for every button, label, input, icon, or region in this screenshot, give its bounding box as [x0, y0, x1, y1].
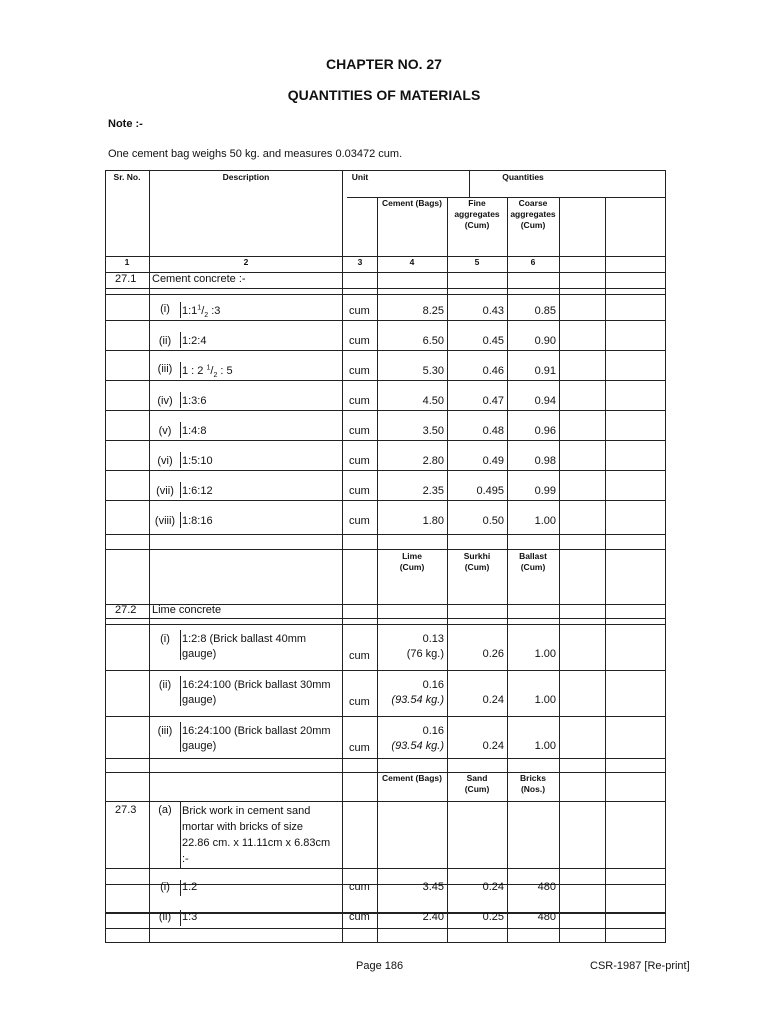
row-cement: 8.25 [422, 305, 444, 317]
row-description: 1:2:8 (Brick ballast 40mm [182, 633, 307, 645]
table-hline [105, 350, 666, 351]
table-vline [342, 170, 343, 943]
row-description: $1:1^1/_2$ :3 [182, 304, 221, 320]
row-unit: cum [349, 881, 370, 893]
header-sand [447, 773, 507, 795]
table-hline [105, 716, 666, 717]
row-description: gauge) [182, 740, 217, 752]
row-description: 1:2:4 [182, 335, 207, 347]
row-coarse: 0.85 [534, 305, 556, 317]
row-description: 1:3:6 [182, 395, 207, 407]
row-fine: 0.48 [482, 425, 504, 437]
header-fine-aggregates [447, 198, 507, 231]
header-quantities: Quantities [502, 172, 544, 182]
column-number-4: 4 [409, 257, 415, 267]
row-cement: 3.50 [422, 425, 444, 437]
row-fine: 0.495 [476, 485, 504, 497]
header-bricks-l1: Bricks [520, 773, 546, 783]
row-unit: cum [349, 485, 370, 497]
row-ballast: 1.00 [534, 740, 556, 752]
row-bricks: 480 [537, 911, 556, 923]
column-number-2: 2 [243, 257, 249, 267]
fraction-numerator: 1 [206, 364, 211, 372]
row-index: (v) [158, 425, 172, 437]
row-index: (i) [160, 881, 170, 893]
row-index-divider [180, 362, 181, 378]
row-unit: cum [349, 455, 370, 467]
header-unit: Unit [351, 172, 369, 182]
page-number: Page 186 [356, 960, 404, 972]
row-fine: 0.50 [482, 515, 504, 527]
header-sand-l1: Sand [466, 773, 488, 783]
ratio-part: :3 [208, 305, 221, 317]
table-hline [105, 440, 666, 441]
row-lime: 0.16 [422, 725, 444, 737]
row-unit: cum [349, 425, 370, 437]
table-hline [105, 288, 666, 289]
row-unit: cum [349, 365, 370, 377]
table-hline [105, 928, 666, 929]
header-fine-l3: (Cum) [464, 220, 490, 230]
row-lime: 0.13 [422, 633, 444, 645]
chapter-title: CHAPTER NO. 27 [326, 56, 442, 72]
row-coarse: 0.94 [534, 395, 556, 407]
row-ballast: 1.00 [534, 648, 556, 660]
row-index-divider [180, 630, 181, 660]
row-lime-weight: (93.54 kg.) [391, 694, 444, 706]
row-fine: 0.47 [482, 395, 504, 407]
row-index-divider [180, 332, 181, 348]
table-border-right [665, 170, 666, 943]
table-vline [605, 197, 606, 943]
header-surkhi-l1: Surkhi [463, 551, 491, 561]
row-index: (iii) [157, 725, 173, 737]
row-fine: 0.43 [482, 305, 504, 317]
row-index: (ii) [158, 335, 172, 347]
row-cement: 2.35 [422, 485, 444, 497]
header-sr-no: Sr. No. [113, 172, 141, 182]
header-ballast-l2: (Cum) [520, 562, 546, 572]
row-index: (i) [160, 303, 170, 315]
row-unit: cum [349, 696, 370, 708]
document-reference: CSR-1987 [Re-print] [590, 960, 690, 972]
table-border-bottom [105, 942, 666, 943]
row-surkhi: 0.24 [482, 694, 504, 706]
table-hline [105, 618, 666, 619]
column-number-1: 1 [124, 257, 130, 267]
row-description: 1:6:12 [182, 485, 213, 497]
row-lime-weight: (93.54 kg.) [391, 740, 444, 752]
row-ballast: 1.00 [534, 694, 556, 706]
section-number: 27.3 [115, 804, 137, 816]
table-hline [105, 380, 666, 381]
section-sub-index: (a) [158, 804, 172, 816]
header-fine-l2: aggregates [454, 209, 500, 219]
table-vline [149, 170, 150, 943]
ratio-part: 1:1 [182, 305, 198, 317]
header-lime-l2: (Cum) [399, 562, 425, 572]
description-line: 22.86 cm. x 11.11cm x 6.83cm [182, 837, 331, 849]
row-index-divider [180, 801, 181, 868]
row-cement: 2.80 [422, 455, 444, 467]
table-hline [105, 410, 666, 411]
row-cement: 1.80 [422, 515, 444, 527]
table-hline [105, 624, 666, 625]
table-vline [559, 197, 560, 943]
row-description: 1:8:16 [182, 515, 213, 527]
row-unit: cum [349, 335, 370, 347]
ratio-part: 1 : 2 [182, 365, 207, 377]
header-coarse-aggregates [507, 198, 559, 231]
row-index: (ii) [158, 911, 172, 923]
header-lime [377, 551, 447, 573]
row-index: (vii) [156, 485, 174, 497]
row-cement: 4.50 [422, 395, 444, 407]
row-unit: cum [349, 515, 370, 527]
header-coarse-l2: aggregates [510, 209, 556, 219]
row-coarse: 0.99 [534, 485, 556, 497]
row-index-divider [180, 722, 181, 752]
table-hline [105, 500, 666, 501]
row-cement: 3.45 [422, 881, 444, 893]
ratio-part: : 5 [217, 365, 233, 377]
fraction-numerator: 1 [197, 304, 202, 312]
header-coarse-l1: Coarse [518, 198, 548, 208]
row-coarse: 1.00 [534, 515, 556, 527]
header-sand-l2: (Cum) [464, 784, 490, 794]
row-unit: cum [349, 911, 370, 923]
row-lime: 0.16 [422, 679, 444, 691]
row-description: 1:2 [182, 881, 198, 893]
column-number-3: 3 [357, 257, 363, 267]
row-description: 1:5:10 [182, 455, 213, 467]
row-coarse: 0.91 [534, 365, 556, 377]
row-description: 16:24:100 (Brick ballast 30mm [182, 679, 331, 691]
table-hline [105, 801, 666, 802]
row-index-divider [180, 302, 181, 318]
fraction-denominator: 2 [204, 312, 209, 320]
row-index-divider [180, 482, 181, 498]
quantities-table [105, 170, 666, 943]
row-fine: 0.49 [482, 455, 504, 467]
row-coarse: 0.98 [534, 455, 556, 467]
row-sand: 0.24 [482, 881, 504, 893]
row-index: (i) [160, 633, 170, 645]
header-bricks [507, 773, 559, 795]
row-fine: 0.46 [482, 365, 504, 377]
row-unit: cum [349, 395, 370, 407]
table-hline [105, 758, 666, 759]
row-cement: 5.30 [422, 365, 444, 377]
header-lime-l1: Lime [402, 551, 422, 561]
header-ballast [507, 551, 559, 573]
row-coarse: 0.90 [534, 335, 556, 347]
row-index-divider [180, 392, 181, 408]
table-hline [105, 670, 666, 671]
row-index: (ii) [158, 679, 172, 691]
row-index-divider [180, 452, 181, 468]
row-unit: cum [349, 650, 370, 662]
header-cement-bags-brick: Cement (Bags) [382, 773, 442, 783]
table-border-left [105, 170, 106, 943]
row-surkhi: 0.26 [482, 648, 504, 660]
row-description: gauge) [182, 694, 217, 706]
header-fine-l1: Fine [468, 198, 486, 208]
row-index: (iii) [157, 363, 173, 375]
note-label: Note :- [108, 118, 143, 130]
row-index: (iv) [157, 395, 173, 407]
column-number-5: 5 [474, 257, 480, 267]
header-ballast-l1: Ballast [519, 551, 547, 561]
table-hline [105, 470, 666, 471]
section-title: Cement concrete :- [152, 273, 246, 285]
header-description: Description [222, 172, 270, 182]
row-description: gauge) [182, 648, 217, 660]
section-title: Lime concrete [152, 604, 222, 616]
row-fine: 0.45 [482, 335, 504, 347]
page-subtitle: QUANTITIES OF MATERIALS [287, 87, 481, 103]
note-text: One cement bag weighs 50 kg. and measures 0.03472 cum. [108, 148, 403, 160]
header-cement-bags: Cement (Bags) [382, 198, 442, 208]
table-hline [105, 534, 666, 535]
row-cement: 6.50 [422, 335, 444, 347]
header-coarse-l3: (Cum) [520, 220, 546, 230]
header-surkhi-l2: (Cum) [464, 562, 490, 572]
row-description: 1:3 [182, 911, 198, 923]
description-line: Brick work in cement sand [182, 805, 311, 817]
header-bricks-l2: (Nos.) [520, 784, 546, 794]
row-index-divider [180, 422, 181, 438]
row-description: 1 : 2 $^1/_2$ : 5 [182, 364, 233, 380]
row-index: (vi) [157, 455, 173, 467]
row-index-divider [180, 676, 181, 706]
row-index: (viii) [154, 515, 176, 527]
column-number-6: 6 [530, 257, 536, 267]
row-index-divider [180, 880, 181, 896]
section-description [182, 803, 330, 867]
table-hline [105, 868, 666, 869]
row-description: 1:4:8 [182, 425, 207, 437]
description-line: :- [182, 853, 189, 865]
row-bricks: 480 [537, 881, 556, 893]
section-number: 27.1 [115, 273, 137, 285]
row-unit: cum [349, 305, 370, 317]
row-surkhi: 0.24 [482, 740, 504, 752]
row-coarse: 0.96 [534, 425, 556, 437]
table-hline [105, 294, 666, 295]
table-border-top [105, 170, 666, 171]
table-hline [105, 320, 666, 321]
section-number: 27.2 [115, 604, 137, 616]
row-sand: 0.25 [482, 911, 504, 923]
row-lime-weight: (76 kg.) [406, 648, 444, 660]
row-description: 16:24:100 (Brick ballast 20mm [182, 725, 331, 737]
row-unit: cum [349, 742, 370, 754]
row-index-divider [180, 910, 181, 926]
table-hline [105, 549, 666, 550]
row-cement: 2.40 [422, 911, 444, 923]
description-line: mortar with bricks of size [182, 821, 304, 833]
header-surkhi [447, 551, 507, 573]
row-index-divider [180, 512, 181, 528]
fraction-denominator: 2 [213, 372, 218, 380]
